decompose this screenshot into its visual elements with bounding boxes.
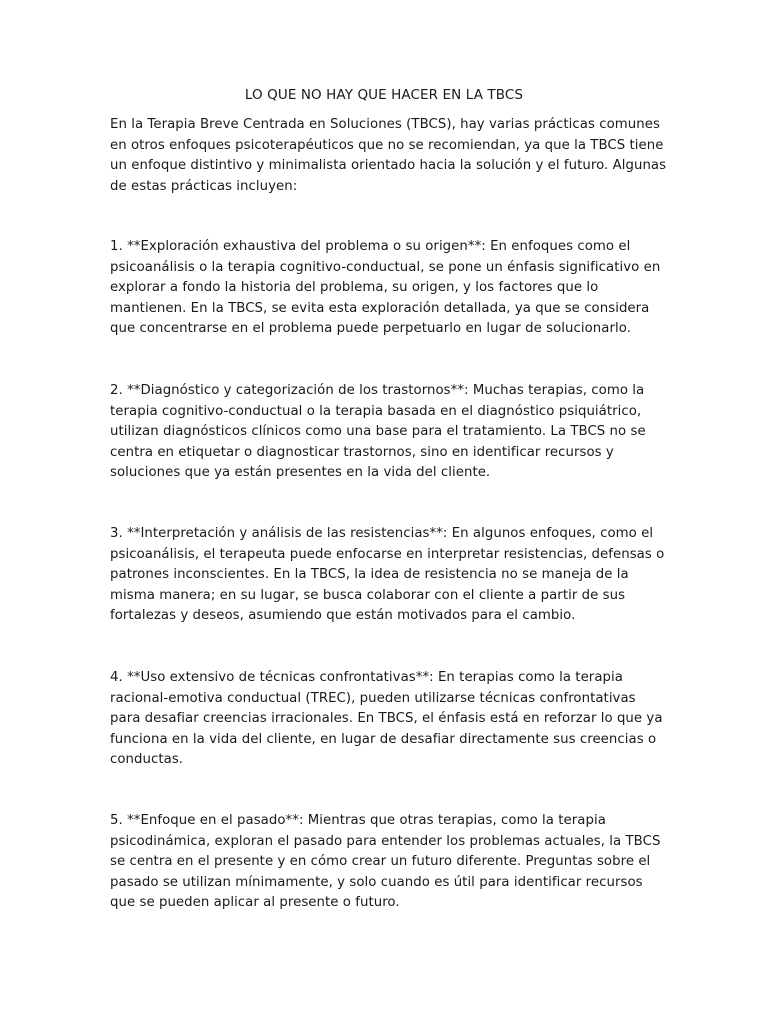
- intro-paragraph: En la Terapia Breve Centrada en Soluciones (TBCS), hay varias prácticas comunes en otros enfoques psicoterapéuticos que no se recomiendan, ya que la TBCS tiene un enfoque distintivo y minimalista orientado hacia la solución y el futuro. Algunas de estas prácticas incluyen:: [110, 117, 667, 194]
- list-item: 5. **Enfoque en el pasado**: Mientras que otras terapias, como la terapia psicodinámica, exploran el pasado para entender los problemas actuales, la TBCS se centra en el presente y en cómo crear un futuro diferente. Preguntas sobre el pasado se utilizan mínimamente, y solo cuando es útil para identificar recursos que se pueden aplicar al presente o futuro.: [110, 813, 661, 911]
- list-item: 1. **Exploración exhaustiva del problema o su origen**: En enfoques como el psicoanálisis o la terapia cognitivo-conductual, se pone un énfasis significativo en explorar a fondo la historia del problema, su origen, y los factores que lo mantienen. En la TBCS, se evita esta exploración detallada, ya que se considera que concentrarse en el problema puede perpetuarlo en lugar de solucionarlo.: [110, 239, 661, 337]
- list-item: 4. **Uso extensivo de técnicas confrontativas**: En terapias como la terapia racional-emotiva conductual (TREC), pueden utilizarse técnicas confrontativas para desafiar creencias irracionales. En TBCS, el énfasis está en reforzar lo que ya funciona en la vida del cliente, en lugar de desafiar directamente sus creencias o conductas.: [110, 670, 663, 768]
- list-item: 3. **Interpretación y análisis de las resistencias**: En algunos enfoques, como el psicoanálisis, el terapeuta puede enfocarse en interpretar resistencias, defensas o patrones inconscientes. En la TBCS, la idea de resistencia no se maneja de la misma manera; en su lugar, se busca colaborar con el cliente a partir de sus fortalezas y deseos, asumiendo que están motivados para el cambio.: [110, 526, 665, 624]
- list-item: 2. **Diagnóstico y categorización de los trastornos**: Muchas terapias, como la terapia cognitivo-conductual o la terapia basada en el diagnóstico psiquiátrico, utilizan diagnósticos clínicos como una base para el tratamiento. La TBCS no se centra en etiquetar o diagnosticar trastornos, sino en identificar recursos y soluciones que ya están presentes en la vida del cliente.: [110, 383, 646, 481]
- document-title: LO QUE NO HAY QUE HACER EN LA TBCS: [244, 87, 524, 103]
